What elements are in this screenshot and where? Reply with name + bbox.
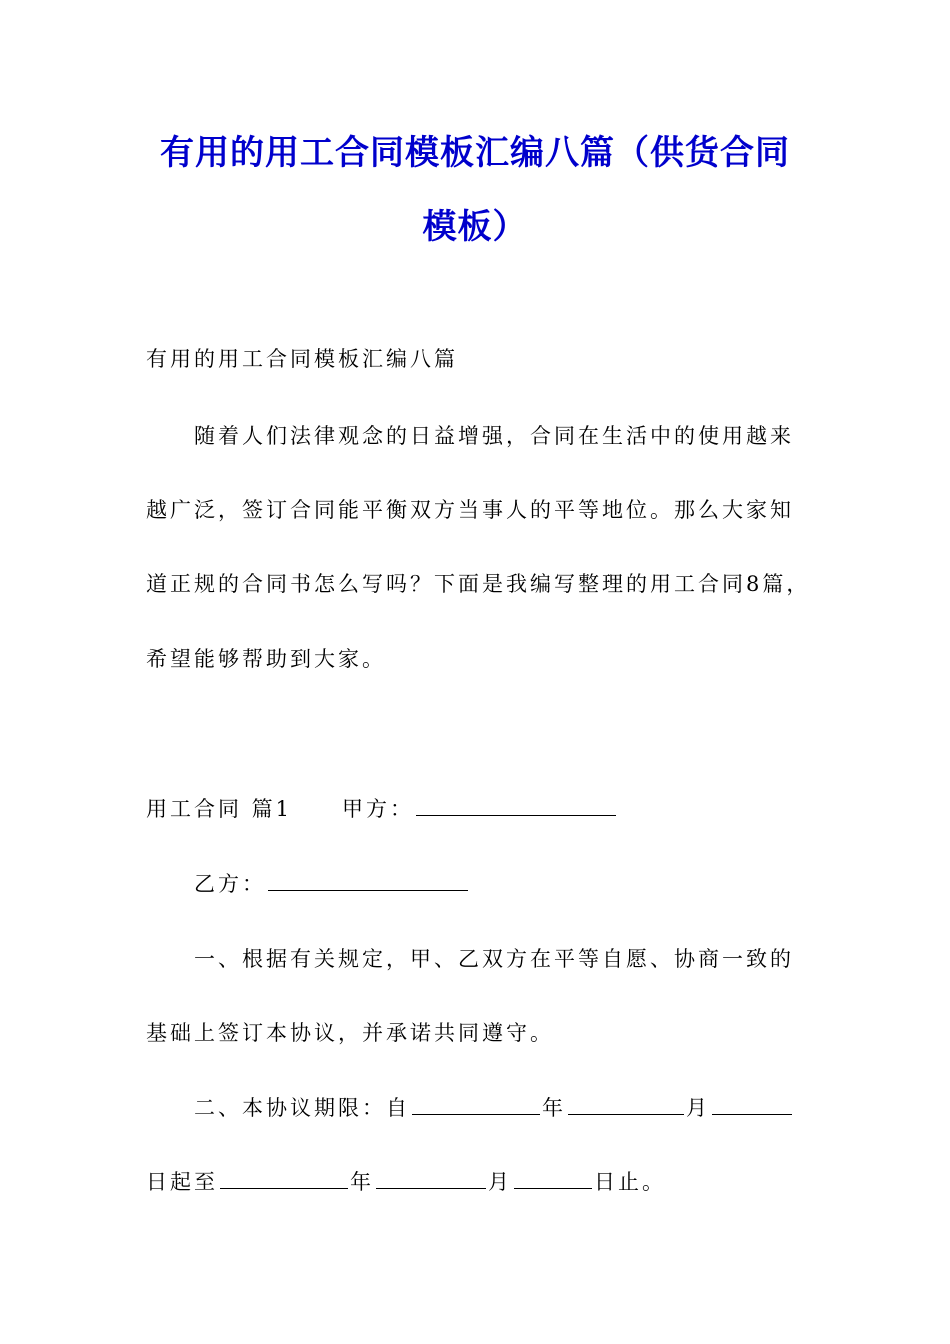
party-b-row: [194, 870, 470, 898]
intro-line-4: 希望能够帮助到大家。: [146, 647, 386, 671]
end-year-blank: [220, 1168, 348, 1189]
clause2-line-2: [146, 1168, 666, 1196]
start-month-label: 月: [686, 1096, 710, 1120]
section1-heading: 用工合同 篇1: [146, 797, 293, 821]
document-title-line-2: 模板）: [422, 207, 528, 247]
start-day-blank: [712, 1094, 792, 1115]
intro-line-3: 道正规的合同书怎么写吗？下面是我编写整理的用工合同8篇，: [146, 572, 811, 596]
end-day-blank: [514, 1168, 592, 1189]
party-a-label: 甲方：: [342, 797, 415, 821]
party-b-label: 乙方：: [194, 872, 266, 896]
party-b-blank: [268, 870, 468, 891]
start-month-blank: [568, 1094, 684, 1115]
intro-line-2: 越广泛，签订合同能平衡双方当事人的平等地位。那么大家知: [146, 498, 794, 522]
clause1-line-2: 基础上签订本协议，并承诺共同遵守。: [146, 1021, 554, 1045]
end-month-blank: [376, 1168, 486, 1189]
clause2-line-1: [194, 1094, 794, 1122]
end-month-label: 月: [488, 1170, 512, 1194]
end-suffix: 日止。: [594, 1170, 666, 1194]
intro-line-1: 随着人们法律观念的日益增强，合同在生活中的使用越来: [194, 424, 794, 448]
clause1-line-1: 一、根据有关规定，甲、乙双方在平等自愿、协商一致的: [194, 947, 794, 971]
start-year-blank: [412, 1094, 540, 1115]
party-a-blank: [416, 795, 616, 816]
document-title-line-1: 有用的用工合同模板汇编八篇（供货合同: [160, 133, 790, 173]
end-year-label: 年: [350, 1170, 374, 1194]
start-year-label: 年: [542, 1096, 566, 1120]
section1-heading-row: [146, 795, 618, 823]
document-subtitle: 有用的用工合同模板汇编八篇: [146, 347, 458, 371]
clause2-line2-prefix: 日起至: [146, 1170, 218, 1194]
clause2-prefix: 二、本协议期限：自: [194, 1096, 410, 1120]
